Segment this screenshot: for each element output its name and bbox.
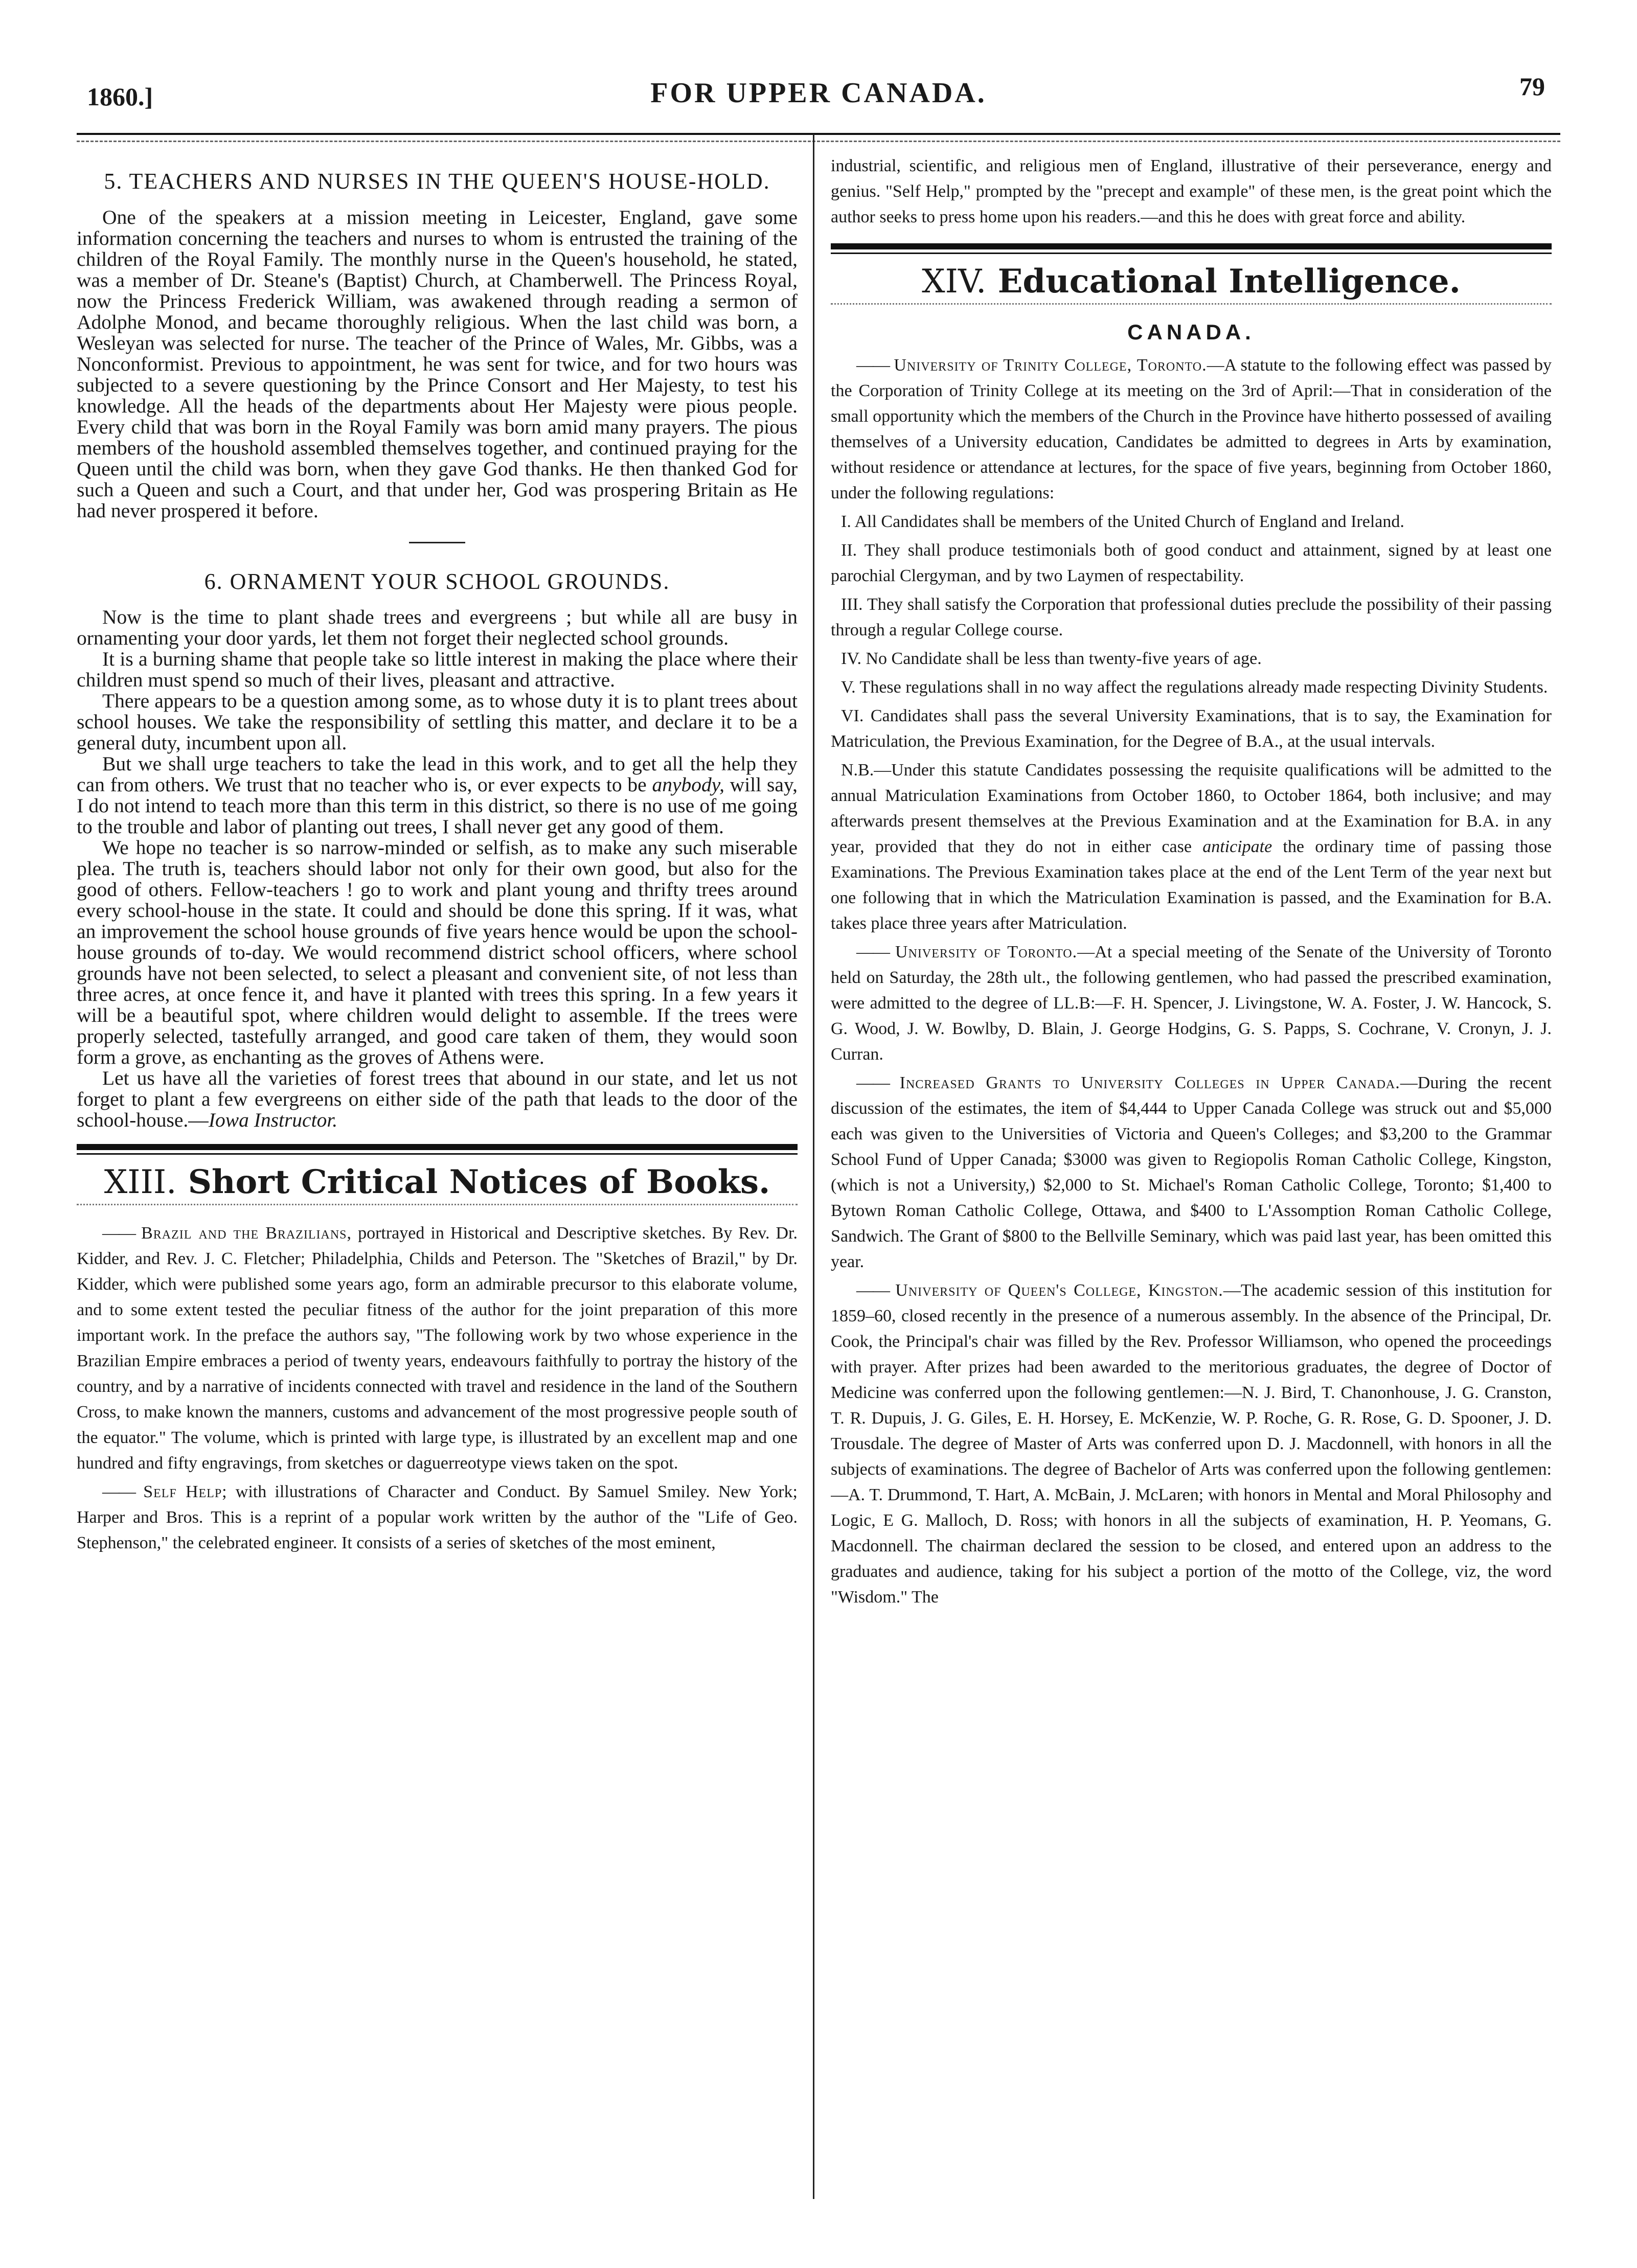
regulation-item: II. They shall produce testimonials both of good conduct and attainment, signed by at least one parochial Clergyman, and by two Laymen of respectability. — [831, 541, 1552, 585]
notice-title: University of Queen's College, Kingston. — [895, 1281, 1223, 1300]
ornamental-rule — [77, 1204, 798, 1205]
header-rule — [77, 133, 1560, 135]
chapter-rule — [831, 243, 1552, 254]
source-citation: Iowa Instructor. — [208, 1109, 338, 1132]
thick-rule — [77, 1144, 798, 1150]
header-title: FOR UPPER CANADA. — [650, 77, 987, 109]
trinity-notice — [831, 353, 1552, 506]
thin-rule — [831, 253, 1552, 254]
text-run: N.B.—Under this statute Candidates possessing the requisite qualifications will be admitted to the annual Matriculation Examinations from October 1860, to October 1864, both inclusive; and may afterwards present themselves at the Previous Examination and at the Examination for B.A. in any year, provided that they do not in either case — [831, 761, 1552, 856]
section-6-paragraph: It is a burning shame that people take so little interest in making the place where their children must spend so much of their lives, pleasant and attractive. — [77, 648, 798, 692]
chapter-title: Short Critical Notices of Books. — [188, 1163, 770, 1202]
book-notice — [77, 1221, 798, 1476]
ornamental-rule — [831, 303, 1552, 305]
toronto-notice — [831, 940, 1552, 1067]
chapter-title: Educational Intelligence. — [997, 262, 1461, 301]
chapter-rule — [77, 1144, 798, 1155]
header-page-number: 79 — [1519, 72, 1545, 101]
notice-text: —At a special meeting of the Senate of the University of Toronto held on Saturday, the 28th ult., the following gentlemen, who had passed the prescribed examination, were admitted to the degree of LL.B:—F. H. Spencer, J. Livingstone, W. A. Foster, J. W. Hancock, S. G. Wood, J. W. Bowlby, D. Blain, J. George Hodgins, G. S. Papps, S. Cochrane, V. Cronyn, J. J. Curran. — [831, 943, 1552, 1064]
header-dashed-rule — [77, 141, 1560, 142]
chapter-number: XIV. — [922, 263, 987, 301]
column-divider — [813, 134, 814, 2199]
notice-dash: —— — [856, 943, 889, 961]
section-6-paragraph: We hope no teacher is so narrow-minded or selfish, as to make any such miserable plea. The truth is, teachers should labor not only for their own good, but also for the good of others. Fellow-teachers ! go to work and plant young and thrifty trees around every school-house in the state. It could and should be done this spring. If it was, what an improvement the school house grounds of five years hence would be upon the school-house grounds of to-day. We would recommend district school officers, where school grounds have not been selected, to select a pleasant and convenient site, of not less than three acres, at once fence it, and have it planted with trees this spring. In a few years it will be a beautiful spot, where children would delight to assemble. If the trees were properly selected, tastefully arranged, and good care taken of them, they would soon form a grove, as enchanting as the groves of Athens were. — [77, 836, 798, 1069]
section-6-paragraph: Now is the time to plant shade trees and evergreens ; but while all are busy in ornamenting your door yards, let them not forget their neglected school grounds. — [77, 606, 798, 650]
chapter-14-heading — [831, 262, 1552, 301]
section-separator — [409, 542, 465, 543]
text-run: Let us have all the varieties of forest trees that abound in our state, and let us not forget to plant a few evergreens on either side of the path that leads to the door of the school-house.— — [77, 1067, 798, 1132]
notice-title: University of Toronto. — [895, 943, 1078, 961]
thin-rule — [77, 1153, 798, 1155]
notice-text: —The academic session of this institution for 1859–60, closed recently in the presence of a numerous assembly. In the absence of the Principal, Dr. Cook, the Principal's chair was filled by the Rev. Professor Williamson, who opened the proceedings with prayer. After prizes had been awarded to the meritorious graduates, the degree of Doctor of Medicine was conferred upon the following gentlemen:—N. J. Bird, T. Chanonhouse, J. G. Cranston, T. R. Dupuis, J. G. Giles, E. H. Horsey, E. McKenzie, W. P. Roche, G. R. Rose, G. D. Spooner, J. D. Trousdale. The degree of Master of Arts was conferred upon D. J. Macdonnell, with honors in all the subjects of examinations. The degree of Bachelor of Arts was conferred upon the following gentlemen:—A. T. Drummond, T. Hart, A. McBain, J. McLaren; with honors in Mental and Moral Philosophy and Logic, E G. Malloch, D. Ross; with honors in all the subjects of examination, H. P. Yeomans, G. Macdonnell. The chairman declared the session to be closed, and entered upon an address to the graduates and audience, taking for his subject a portion of the motto of the College, viz, the word "Wisdom." The — [831, 1281, 1552, 1607]
grants-notice — [831, 1070, 1552, 1275]
emphasis: anybody, — [652, 773, 724, 796]
section-6-title: 6. ORNAMENT YOUR SCHOOL GROUNDS. — [204, 568, 670, 594]
queens-notice — [831, 1278, 1552, 1610]
canada-heading: CANADA. — [1127, 320, 1255, 344]
notice-dash: —— — [856, 356, 889, 375]
notice-dash: —— — [856, 1281, 889, 1300]
text-run: the ordinary time of passing those Examinations. The Previous Examination takes place at the end of the Lent Term of the year next but one following that in which the Matriculation Examination is passed, and the Examination for B.A. takes place three years after Matriculation. — [831, 837, 1552, 933]
notice-dash: —— — [102, 1224, 135, 1243]
notice-text: —During the recent discussion of the estimates, the item of $4,444 to Upper Canada College was struck out and $5,000 each was given to the Universities of Victoria and Queen's Colleges; and $3,200 to the Grammar School Fund of Upper Canada; $3000 was given to Regiopolis Roman Catholic College, Kingston, (which is not a University,) $2,000 to St. Michael's Roman Catholic College, Toronto; $1,400 to Bytown Roman Catholic College, Ottawa, and $400 to L'Assomption Roman Catholic College, Sandwich. The Grant of $800 to the Bellville Seminary, which was paid last year, has been omitted this year. — [831, 1073, 1552, 1271]
book-notice — [77, 1479, 798, 1556]
notice-dash: —— — [856, 1073, 889, 1092]
chapter-number: XIII. — [104, 1163, 177, 1202]
notice-title: University of Trinity College, Toronto. — [894, 356, 1207, 375]
book-title: Brazil and the Brazilians, — [141, 1224, 352, 1243]
thick-rule — [831, 243, 1552, 249]
regulation-item: III. They shall satisfy the Corporation that professional duties preclude the possibility of their passing through a regular College course. — [831, 595, 1552, 639]
chapter-13-heading — [77, 1163, 798, 1202]
section-6-paragraph — [77, 1068, 798, 1131]
regulation-item: IV. No Candidate shall be less than twenty-five years of age. — [841, 649, 1262, 668]
left-column — [77, 153, 798, 1559]
section-5-title: 5. TEACHERS AND NURSES IN THE QUEEN'S HOUSE-HOLD. — [104, 169, 770, 194]
regulation-item: I. All Candidates shall be members of the United Church of England and Ireland. — [841, 512, 1404, 531]
book-text: with illustrations of Character and Conduct. By Samuel Smiley. New York; Harper and Bros. This is a reprint of a popular work written by the author of the "Life of Geo. Stephenson," the celebrated engineer. It consists of a series of sketches of the most eminent, — [77, 1482, 798, 1553]
right-column — [831, 153, 1552, 1613]
notice-title: Increased Grants to University Colleges in Upper Canada. — [899, 1073, 1400, 1092]
book-title: Self Help; — [143, 1482, 228, 1502]
text-run: But we shall urge teachers to take the lead in this work, and to get all the help they can from others. We trust that no teacher who is, or ever expects to be — [77, 752, 798, 796]
notice-text: —A statute to the following effect was passed by the Corporation of Trinity College at its meeting on the 3rd of April:—That in consideration of the small opportunity which the members of the Church in the Province have hitherto possessed of availing themselves of a University education, Candidates be admitted to degrees in Arts by examination, without residence or attendance at lectures, for the space of five years, beginning from October 1860, under the following regulations: — [831, 356, 1552, 502]
section-6-paragraph: There appears to be a question among some, as to whose duty it is to plant trees about school houses. We take the responsibility of settling this matter, and declare it to be a general duty, incumbent upon all. — [77, 690, 798, 754]
regulation-item: V. These regulations shall in no way affect the regulations already made respecting Divinity Students. — [841, 678, 1548, 697]
text-run: will say, I do not intend to teach more than this term in this district, so there is no use of me going to the trouble and labor of planting out trees, I shall never get any good of them. — [77, 773, 798, 838]
regulation-item: VI. Candidates shall pass the several University Examinations, that is to say, the Examination for Matriculation, the Previous Examination, for the Degree of B.A., at the usual intervals. — [831, 706, 1552, 751]
header-year: 1860.] — [87, 82, 153, 111]
notice-dash: —— — [102, 1482, 135, 1502]
book-text: portrayed in Historical and Descriptive sketches. By Rev. Dr. Kidder, and Rev. J. C. Fletcher; Philadelphia, Childs and Peterson. The "Sketches of Brazil," by Dr. Kidder, which were published some years ago, form an admirable precursor to this elaborate volume, and to some extent tested the peculiar fitness of the author for the joint preparation of this more important work. In the preface the authors say, "The following work by two whose experience in the Brazilian Empire embraces a period of twenty years, endeavours faithfully to portray the history of the country, and by a narrative of incidents connected with travel and residence in the land of the Southern Cross, to make known the manners, customs and advancement of the most progressive people south of the equator." The volume, which is printed with large type, is illustrated by an excellent map and one hundred and fifty engravings, from sketches or daguerreotype views taken on the spot. — [77, 1224, 798, 1473]
continued-paragraph: industrial, scientific, and religious men of England, illustrative of their perseverance, energy and genius. "Self Help," prompted by the "precept and example" of these men, is the great point which the author seeks to press home upon his readers.—and this he does with great force and ability. — [831, 156, 1552, 226]
nota-bene — [831, 758, 1552, 936]
section-6-paragraph — [77, 753, 798, 837]
emphasis: anticipate — [1202, 837, 1272, 856]
section-5-paragraph: One of the speakers at a mission meeting in Leicester, England, gave some information concerning the teachers and nurses to whom is entrusted the training of the children of the Royal Family. The monthly nurse in the Queen's household, he stated, was a member of Dr. Steane's (Baptist) Church, at Chamberwell. The Princess Royal, now the Princess Frederick William, was awakened through reading a sermon of Adolphe Monod, and became thoroughly religious. When the last child was born, a Wesleyan was selected for nurse. The teacher of the Prince of Wales, Mr. Gibbs, was a Nonconformist. Previous to appointment, he was sent for twice, and for two hours was subjected to a severe questioning by the Prince Consort and Her Majesty, to test his knowledge. All the heads of the departments about Her Majesty were pious people. Every child that was born in the Royal Family was born amid many prayers. The pious members of the houshold assembled themselves together, and continued praying for the Queen until the child was born, when they gave God thanks. He then thanked God for such a Queen and such a Court, and that under her, God was prospering Britain as He had never prospered it before. — [77, 205, 798, 522]
